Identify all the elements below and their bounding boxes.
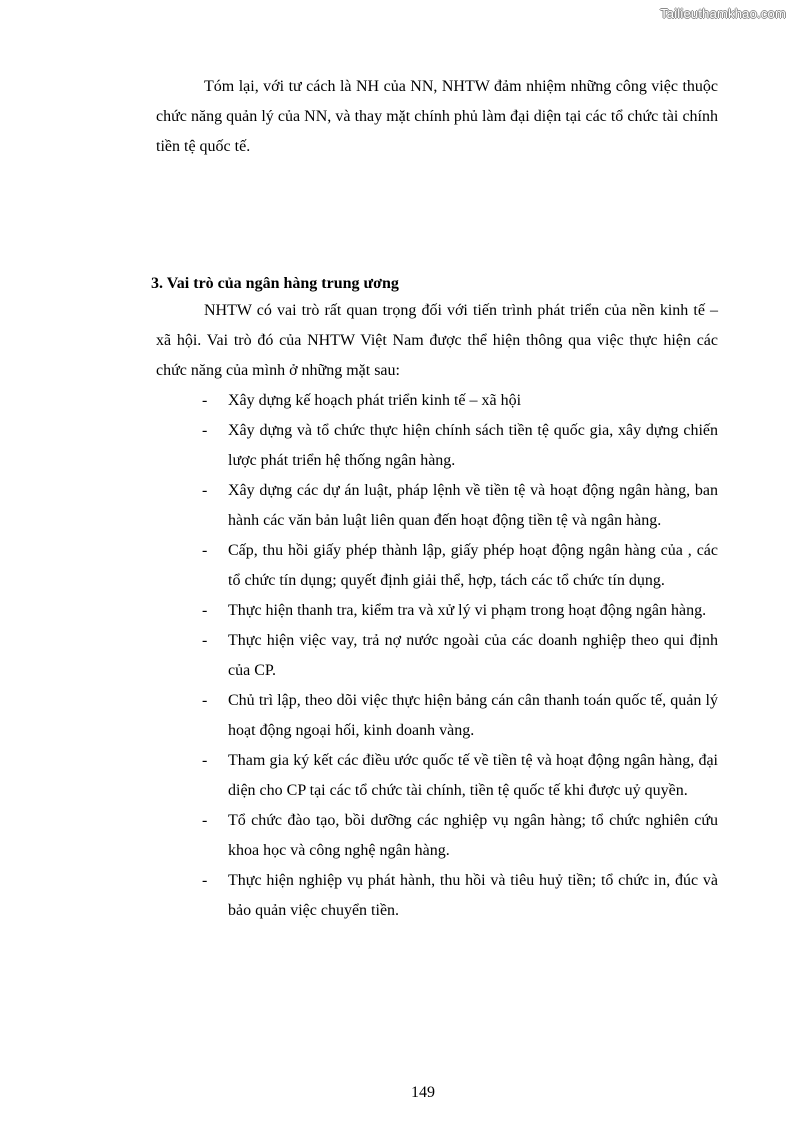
list-item-text: Xây dựng kế hoạch phát triển kinh tế – xã hội — [228, 392, 522, 409]
bullet-dash: - — [202, 392, 208, 409]
bullet-dash: - — [202, 812, 208, 829]
list-item — [156, 806, 718, 866]
list-item — [156, 866, 718, 926]
list-item-text: Tổ chức đào tạo, bồi dưỡng các nghiệp vụ ngân hàng; tổ chức nghiên cứu khoa học và công nghệ ngân hàng. — [228, 812, 718, 859]
list-item — [156, 626, 718, 686]
bullet-dash: - — [202, 752, 208, 769]
list-item-text: Tham gia ký kết các điều ước quốc tế về tiền tệ và hoạt động ngân hàng, đại diện cho CP tại các tổ chức tài chính, tiền tệ quốc tế khi được uỷ quyền. — [228, 752, 718, 799]
list-item — [156, 386, 718, 416]
list-item-text: Xây dựng các dự án luật, pháp lệnh về tiền tệ và hoạt động ngân hàng, ban hành các văn bản luật liên quan đến hoạt động tiền tệ và ngân hàng. — [228, 482, 718, 529]
list-item-text: Thực hiện thanh tra, kiểm tra và xử lý vi phạm trong hoạt động ngân hàng. — [228, 602, 707, 619]
list-item — [156, 686, 718, 746]
list-item — [156, 476, 718, 536]
list-item-text: Thực hiện nghiệp vụ phát hành, thu hồi và tiêu huỷ tiền; tổ chức in, đúc và bảo quản việc chuyển tiền. — [228, 872, 718, 919]
bullet-dash: - — [202, 602, 208, 619]
bullet-dash: - — [202, 632, 208, 649]
intro-block — [156, 72, 718, 162]
list-item — [156, 416, 718, 476]
list-item-text: Xây dựng và tổ chức thực hiện chính sách tiền tệ quốc gia, xây dựng chiến lược phát triển hệ thống ngân hàng. — [228, 422, 718, 469]
watermark: Tailieuthamkhao.com — [660, 6, 786, 21]
list-item — [156, 596, 718, 626]
bullet-dash: - — [202, 692, 208, 709]
bullet-dash: - — [202, 872, 208, 889]
section-body — [156, 296, 718, 926]
intro-paragraph: Tóm lại, với tư cách là NH của NN, NHTW đảm nhiệm những công việc thuộc chức năng quản lý của NN, và thay mặt chính phủ làm đại diện tại các tổ chức tài chính tiền tệ quốc tế. — [156, 78, 718, 155]
page-number: 149 — [411, 1084, 435, 1101]
bullet-dash: - — [202, 422, 208, 439]
role-list — [156, 386, 718, 926]
bullet-dash: - — [202, 542, 208, 559]
list-item-text: Thực hiện việc vay, trả nợ nước ngoài của các doanh nghiệp theo qui định của CP. — [228, 632, 718, 679]
list-item — [156, 746, 718, 806]
section-heading: 3. Vai trò của ngân hàng trung ương — [151, 275, 399, 292]
bullet-dash: - — [202, 482, 208, 499]
section-paragraph: NHTW có vai trò rất quan trọng đối với tiến trình phát triển của nền kinh tế – xã hội. Vai trò đó của NHTW Việt Nam được thể hiện thông qua việc thực hiện các chức năng của mình ở những mặt sau: — [156, 302, 718, 379]
list-item — [156, 536, 718, 596]
list-item-text: Chủ trì lập, theo dõi việc thực hiện bảng cán cân thanh toán quốc tế, quản lý hoạt động ngoại hối, kinh doanh vàng. — [228, 692, 718, 739]
list-item-text: Cấp, thu hồi giấy phép thành lập, giấy phép hoạt động ngân hàng của , các tổ chức tín dụng; quyết định giải thể, hợp, tách các tổ chức tín dụng. — [228, 542, 718, 589]
